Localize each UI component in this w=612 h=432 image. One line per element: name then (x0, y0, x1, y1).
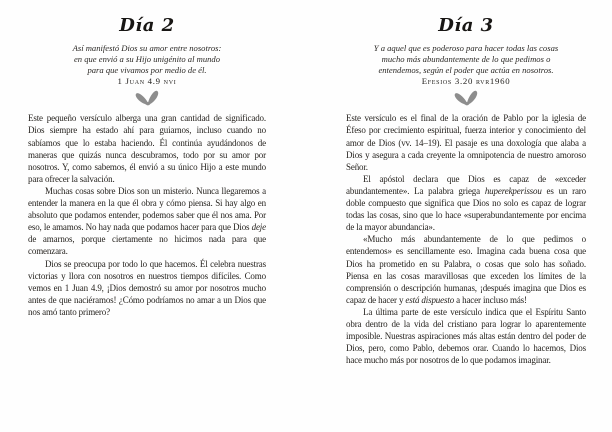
butterfly-icon (346, 90, 586, 107)
body-text-segment: El apóstol declara que Dios es capaz de «exceder abundantemente». La palabra griega (346, 173, 586, 196)
quote-line: Así manifestó Dios su amor entre nosotros: (72, 43, 222, 53)
devotional-text (346, 112, 586, 366)
body-text-segment: La última parte de este versículo indica que el Espíritu Santo obra dentro de la vida del cristiano para lograr lo aparentemente imposible. Nuestras aspiraciones más altas están dentro del poder de Dios, pero, como Pablo, debemos orar. Cuando lo hacemos, Dios hace mucho más por nosotros de lo que podamos imaginar. (346, 306, 586, 366)
paragraph (28, 258, 266, 318)
scripture-reference: 1 Juan 4.9 nvi (117, 76, 177, 87)
scripture-reference: Efesios 3.20 rvr1960 (421, 76, 511, 87)
body-text-segment: «Mucho más abundantemente de lo que pedimos o entendemos» es sencillamente eso. Imagina cada buena cosa que Dios ha prometido en su Palabra, o cosas que solo has soñado. Piensa en las cosas maravillosas que exceden los límites de la comprensión o descripción humanas, ¡después imagina que Dios es capaz de hacer y (346, 234, 586, 305)
quote-line: Y a aquel que es poderoso para hacer todas las cosas (373, 43, 559, 53)
scripture-quote (28, 43, 266, 75)
paragraph (346, 306, 586, 366)
body-text-segment: Muchas cosas sobre Dios son un misterio. Nunca llegaremos a entender la manera en la que él obra y cómo piensa. Si hay algo en absoluto que podamos entender, podemos saber que él nos ama. Por eso, le amamos. No hay nada que podamos hacer para que Dios (28, 185, 266, 233)
body-text-segment: Este pequeño versículo alberga una gran cantidad de significado. Dios siempre ha estado ahí para guiarnos, incluso cuando no sabíamos que lo estaba haciendo. Él continúa ayudándonos de maneras que quizás nunca descubramos, todo por su amor por nosotros. Y, como sabemos, él envió a su único Hijo a este mundo para ofrecer la salvación. (28, 113, 266, 184)
book-page (306, 0, 612, 432)
paragraph (346, 112, 586, 172)
paragraph (346, 233, 586, 306)
quote-line: entendemos, según el poder que actúa en nosotros. (378, 64, 554, 75)
quote-line: mucho más abundantemente de lo que pedimos o (381, 53, 551, 64)
emphasized-text: está dispuesto (405, 294, 455, 305)
body-text-segment: de amarnos, porque ciertamente no hicimos nada para que comenzara. (28, 234, 266, 257)
page-title: Día 2 (119, 15, 175, 36)
body-text-segment: es un raro doble compuesto que significa que Dios no solo es capaz de lograr todas las cosas, sino que lo hace «superabundantemente por encima de la mayor abundancia». (346, 185, 586, 233)
devotional-text (28, 112, 266, 318)
quote-line: en que envió a su Hijo unigénito al mundo (73, 53, 221, 64)
scripture-quote (346, 43, 586, 75)
body-text-segment: a hacer incluso más! (454, 294, 527, 305)
body-text-segment: Dios se preocupa por todo lo que hacemos. Él celebra nuestras victorias y llora con nosotros en nuestros tiempos difíciles. Como vemos en 1 Juan 4.9, ¡Dios demostró su amor por nosotros mucho antes de que naciéramos! ¿Cómo podríamos no amar a un Dios que nos amó tanto primero? (28, 258, 266, 317)
emphasized-text: huperekperissou (484, 185, 542, 196)
emphasized-text: deje (251, 222, 266, 233)
butterfly-icon (28, 90, 266, 107)
page-title: Día 3 (438, 15, 494, 36)
paragraph (28, 112, 266, 185)
paragraph (28, 185, 266, 258)
paragraph (346, 173, 586, 233)
body-text-segment: Este versículo es el final de la oración de Pablo por la iglesia de Éfeso por crecimiento espiritual, fuerza interior y conocimiento del amor de Dios (vv. 14–19). El pasaje es una doxología que alaba a Dios y asegura a cada creyente la omnipotencia de nuestro amoroso Señor. (346, 113, 586, 172)
quote-line: para que vivamos por medio de él. (87, 64, 207, 75)
